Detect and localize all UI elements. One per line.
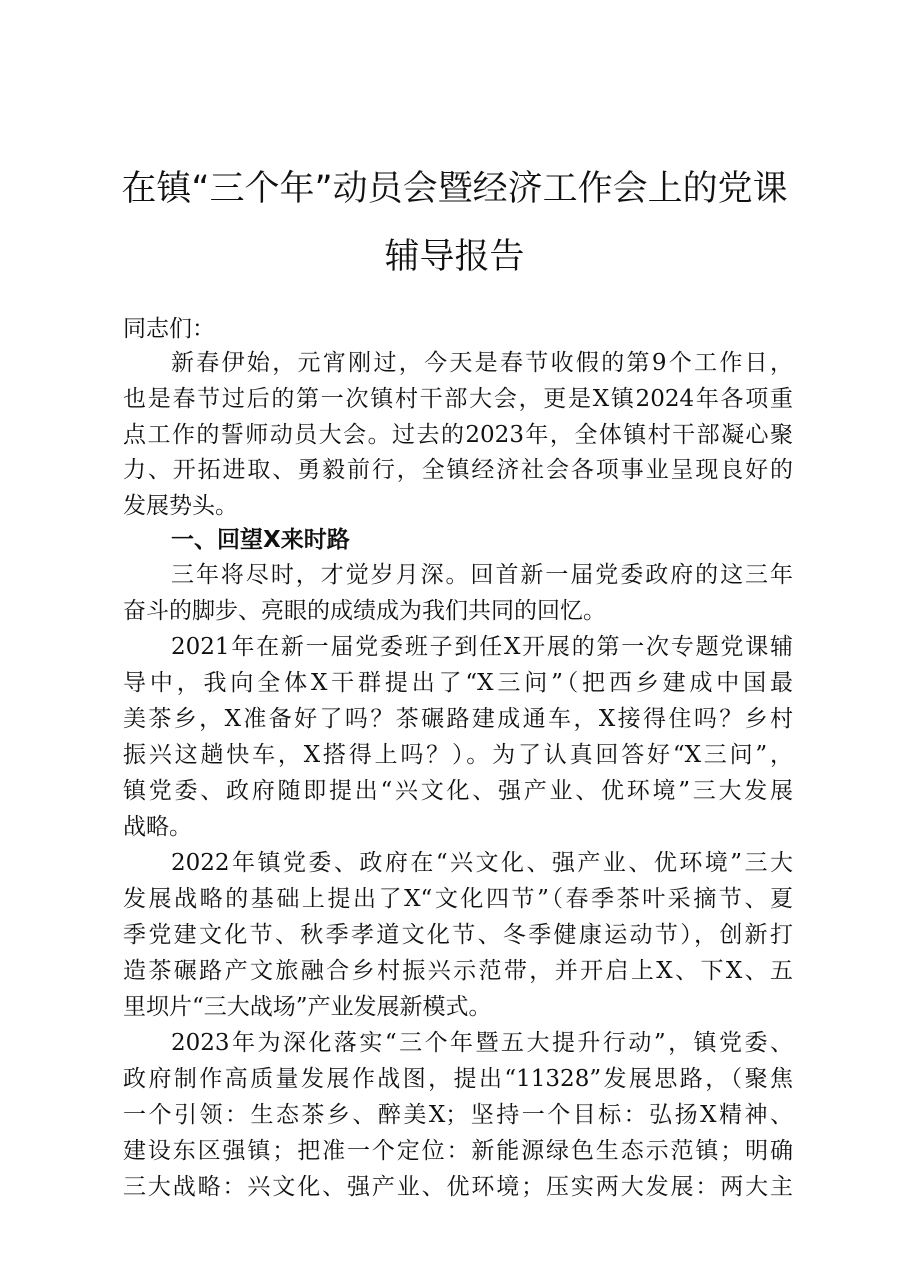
paragraph-line: 2021年在新一届党委班子到任X开展的第一次专题党课辅 [171, 634, 793, 660]
paragraph-line: 力、开拓进取、勇毅前行，全镇经济社会各项事业呈现良好的 [123, 457, 793, 483]
section-heading: 一、回望X来时路 [171, 527, 350, 553]
paragraph-line: 建设东区强镇；把准一个定位：新能源绿色生态示范镇；明确 [123, 1138, 793, 1164]
paragraph-line: 镇党委、政府随即提出“兴文化、强产业、优环境”三大发展 [123, 778, 793, 804]
salutation: 同志们： [123, 316, 215, 342]
paragraph-line: 季党建文化节、秋季孝道文化节、冬季健康运动节），创新打 [123, 922, 793, 948]
paragraph-line: 振兴这趟快车，X搭得上吗？）。为了认真回答好“X三问”， [123, 742, 793, 768]
paragraph-line: 点工作的誓师动员大会。过去的2023年，全体镇村干部凝心聚 [123, 422, 793, 448]
paragraph-line: 2023年为深化落实“三个年暨五大提升行动”，镇党委、 [171, 1030, 793, 1056]
paragraph-line: 里坝片“三大战场”产业发展新模式。 [123, 994, 492, 1020]
paragraph-line: 奋斗的脚步、亮眼的成绩成为我们共同的回忆。 [123, 598, 606, 624]
document-title-line-1: 在镇“三个年”动员会暨经济工作会上的党课 [121, 169, 788, 209]
paragraph-line: 新春伊始，元宵刚过，今天是春节收假的第9个工作日， [171, 350, 793, 376]
paragraph-line: 造茶碾路产文旅融合乡村振兴示范带，并开启上X、下X、五 [123, 958, 793, 984]
paragraph-line: 一个引领：生态茶乡、醉美X；坚持一个目标：弘扬X精神、 [123, 1102, 793, 1128]
paragraph-line: 发展势头。 [123, 493, 238, 519]
paragraph-line: 三大战略：兴文化、强产业、优环境；压实两大发展：两大主 [123, 1174, 793, 1200]
paragraph-line: 也是春节过后的第一次镇村干部大会，更是X镇2024年各项重 [123, 386, 793, 412]
document-title-line-2: 辅导报告 [384, 237, 525, 277]
paragraph-line: 2022年镇党委、政府在“兴文化、强产业、优环境”三大 [171, 850, 793, 876]
paragraph-line: 政府制作高质量发展作战图，提出“11328”发展思路，（聚焦 [123, 1066, 793, 1092]
paragraph-line: 导中，我向全体X干群提出了“X三问”（把西乡建成中国最 [123, 670, 793, 696]
paragraph-line: 三年将尽时，才觉岁月深。回首新一届党委政府的这三年 [171, 562, 793, 588]
paragraph-line: 战略。 [123, 814, 192, 840]
paragraph-line: 美茶乡，X准备好了吗？茶碾路建成通车，X接得住吗？乡村 [123, 706, 793, 732]
paragraph-line: 发展战略的基础上提出了X“文化四节”（春季茶叶采摘节、夏 [123, 886, 793, 912]
